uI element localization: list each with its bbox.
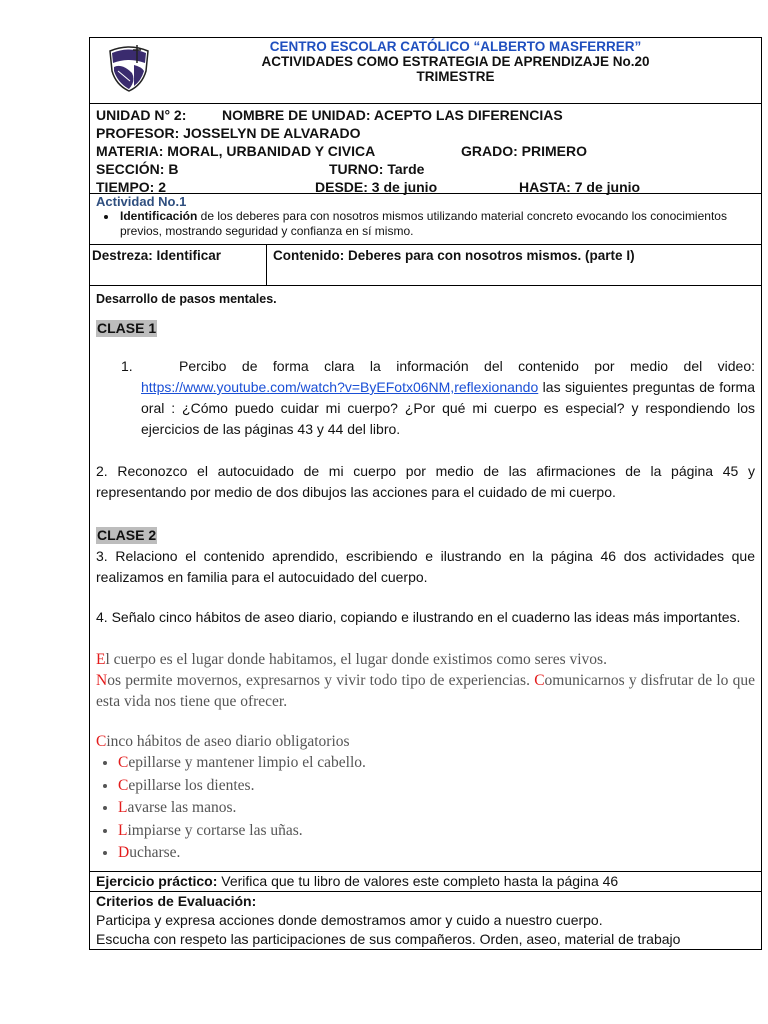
criterios-label: Criterios de Evaluación: xyxy=(96,893,257,909)
document-title: ACTIVIDADES COMO ESTRATEGIA DE APRENDIZAJE No.20 xyxy=(261,54,650,69)
hasta: HASTA: 7 de junio xyxy=(519,179,641,195)
actividad-list xyxy=(96,209,755,239)
criterio-2: Escucha con respeto las participaciones de sus compañeros. Orden, aseo, material de trabajo xyxy=(96,931,681,947)
ejercicio-label: Ejercicio práctico: xyxy=(96,873,218,889)
criterio-1: Participa y expresa acciones donde demostramos amor y cuido a nuestro cuerpo. xyxy=(96,912,603,928)
clase-1-heading: CLASE 1 xyxy=(97,320,157,336)
contenido: Contenido: Deberes para con nosotros mismos. (parte I) xyxy=(273,248,635,263)
list-item: • Lavarse las manos. xyxy=(118,797,755,820)
desarrollo-section xyxy=(90,286,761,872)
destreza-row xyxy=(90,245,761,286)
step-1-text-b: las siguientes preguntas de forma oral : ¿Cómo puedo cuidar mi cuerpo? ¿Por qué mi cuerpo es especial? y respondiendo los ejercicios de las páginas 43 y 44 del libro. xyxy=(141,379,755,437)
list-item: • Ducharse. xyxy=(118,842,755,865)
unidad-name: NOMBRE DE UNIDAD: ACEPTO LAS DIFERENCIAS xyxy=(222,107,563,123)
ejercicio-row xyxy=(90,872,761,892)
school-name: CENTRO ESCOLAR CATÓLICO “ALBERTO MASFERRER” xyxy=(269,39,642,54)
materia: MATERIA: MORAL, URBANIDAD Y CIVICA xyxy=(96,143,376,159)
list-item: • Limpiarse y cortarse las uñas. xyxy=(118,820,755,843)
habitos-title-text: inco hábitos de aseo diario obligatorios xyxy=(106,733,350,750)
ejercicio-text: Verifica que tu libro de valores este completo hasta la página 46 xyxy=(217,873,619,889)
clase-2-heading: CLASE 2 xyxy=(97,527,157,543)
actividad-text: de los deberes para con nosotros mismos utilizando material concreto evocando los conocimientos previos, mostrando seguridad y confianza en sí mismo. xyxy=(120,209,727,238)
cuerpo-paragraph xyxy=(96,649,755,712)
cuerpo-line-2: os permite movernos, expresarnos y vivir todo tipo de experiencias. xyxy=(107,672,535,689)
step-4: 4. Señalo cinco hábitos de aseo diario, copiando e ilustrando en el cuaderno las ideas más importantes. xyxy=(96,609,741,625)
step-1-number: 1. xyxy=(121,358,133,374)
turno: TURNO: Tarde xyxy=(329,161,425,177)
destreza: Destreza: Identificar xyxy=(90,245,267,285)
cuerpo-line-3: omunicarnos y disfrutar de lo que esta vida nos tiene que ofrecer. xyxy=(96,672,756,710)
initial-letter: C xyxy=(534,672,545,689)
list-item: • Cepillarse y mantener limpio el cabello. xyxy=(118,752,755,775)
list-item: • Cepillarse los dientes. xyxy=(118,775,755,798)
criterios-section xyxy=(90,892,761,949)
initial-letter: N xyxy=(96,672,108,689)
step-2: 2. Reconozco el autocuidado de mi cuerpo por medio de las afirmaciones de la página 45 y representando por medio de dos dibujos las acciones para el cuidado de mi cuerpo. xyxy=(96,463,755,500)
step-1 xyxy=(96,356,755,440)
habitos-list xyxy=(96,752,755,865)
profesor: PROFESOR: JOSSELYN DE ALVARADO xyxy=(96,125,361,141)
actividad-title: Actividad No.1 xyxy=(96,194,187,209)
grado: GRADO: PRIMERO xyxy=(461,143,587,159)
desde: DESDE: 3 de junio xyxy=(315,179,438,195)
video-link[interactable]: https://www.youtube.com/watch?v=ByEFotx06NM,reflexionando xyxy=(141,379,539,395)
tiempo: TIEMPO: 2 xyxy=(96,179,167,195)
seccion: SECCIÓN: B xyxy=(96,161,179,177)
initial-letter: C xyxy=(96,733,107,750)
activity-document xyxy=(89,37,762,950)
actividad-bold: Identificación xyxy=(120,209,198,223)
list-item xyxy=(118,209,755,239)
school-shield-icon xyxy=(106,43,152,93)
header-text xyxy=(150,39,761,84)
document-header xyxy=(90,38,761,104)
unidad-number: UNIDAD N° 2: xyxy=(96,107,187,123)
step-3: 3. Relaciono el contenido aprendido, escribiendo e ilustrando en la página 46 dos actividades que realizamos en familia para el autocuidado del cuerpo. xyxy=(96,548,755,585)
step-1-text-a: Percibo de forma clara la información del contenido por medio del video: xyxy=(179,358,756,374)
desarrollo-title: Desarrollo de pasos mentales. xyxy=(96,292,277,306)
document-subtitle: TRIMESTRE xyxy=(416,69,495,84)
initial-letter: E xyxy=(96,651,106,668)
info-section xyxy=(90,104,761,194)
habitos-title xyxy=(96,731,755,752)
actividad-section xyxy=(90,194,761,245)
cuerpo-line-1: l cuerpo es el lugar donde habitamos, el lugar donde existimos como seres vivos. xyxy=(105,651,607,668)
